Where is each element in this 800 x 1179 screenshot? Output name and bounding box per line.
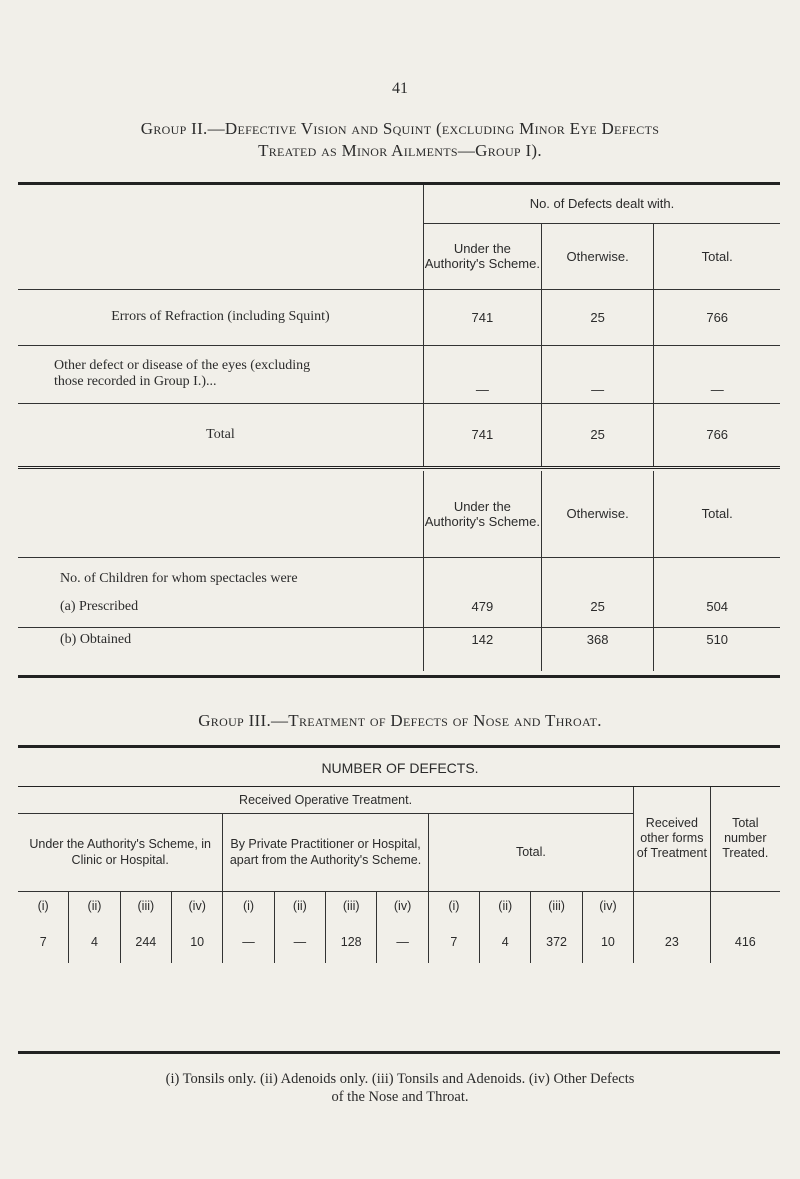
- received-other-header: Received other forms of Treatment: [634, 787, 711, 891]
- cell-value: —: [377, 921, 428, 963]
- row-label: (b) Obtained: [60, 631, 132, 647]
- roman-ii: (ii): [69, 891, 120, 921]
- cell-value: 244: [120, 921, 171, 963]
- table-row: [18, 289, 780, 345]
- cell-value: 25: [541, 587, 654, 627]
- cell-value: —: [223, 921, 274, 963]
- cell-value: 10: [172, 921, 223, 963]
- cell-value: 7: [428, 921, 479, 963]
- roman-iv: (iv): [377, 891, 428, 921]
- spectacles-col-total: Total.: [654, 471, 780, 557]
- group3-title: Group III.—Treatment of Defects of Nose and Throat.: [198, 711, 602, 730]
- cell-value: 416: [710, 921, 780, 963]
- cell-value: —: [423, 345, 541, 403]
- cell-value: 7: [39, 935, 47, 949]
- cell-value: —: [654, 345, 780, 403]
- received-operative-header: Received Operative Treatment.: [18, 787, 634, 813]
- spectacles-col-otherwise: Otherwise.: [541, 471, 654, 557]
- cell-value: —: [274, 921, 325, 963]
- table-row: [18, 627, 780, 671]
- roman-i: (i): [37, 899, 49, 914]
- footnote-line2: of the Nose and Throat.: [331, 1089, 469, 1105]
- cell-value: 479: [423, 587, 541, 627]
- cell-value: 741: [423, 403, 541, 467]
- cell-value: —: [541, 345, 654, 403]
- roman-i: (i): [428, 891, 479, 921]
- private-practitioner-header: By Private Practitioner or Hospital, apart from the Authority's Scheme.: [223, 813, 428, 891]
- roman-ii: (ii): [480, 891, 531, 921]
- group2-title-line1: Group II.—Defective Vision and Squint (excluding Minor Eye Defects: [140, 119, 660, 138]
- row-label: Errors of Refraction (including Squint): [111, 309, 330, 324]
- group3-table: [18, 787, 780, 963]
- roman-ii: (ii): [274, 891, 325, 921]
- row-label-line2: those recorded in Group I.)...: [54, 374, 217, 389]
- roman-iv: (iv): [582, 891, 633, 921]
- footnote-line1: (i) Tonsils only. (ii) Adenoids only. (iii) Tonsils and Adenoids. (iv) Other Defects: [165, 1071, 635, 1087]
- group3-top-rule: [18, 745, 780, 748]
- row-label-line1: Other defect or disease of the eyes (excluding: [54, 358, 311, 373]
- table-row: [18, 403, 780, 467]
- cell-value: 23: [634, 921, 711, 963]
- group2-title-line2: Treated as Minor Ailments—Group I).: [258, 141, 542, 160]
- cell-value: 142: [423, 627, 541, 671]
- number-of-defects-title: NUMBER OF DEFECTS.: [321, 760, 479, 776]
- cell-value: 372: [531, 921, 582, 963]
- col-authority-scheme: Under the Authority's Scheme.: [423, 223, 541, 289]
- roman-i: (i): [223, 891, 274, 921]
- col-otherwise: Otherwise.: [541, 223, 654, 289]
- roman-iv: (iv): [172, 891, 223, 921]
- authority-scheme-header: Under the Authority's Scheme, in Clinic or Hospital.: [29, 837, 211, 867]
- cell-value: 128: [326, 921, 377, 963]
- table-row: [18, 921, 780, 963]
- bottom-rule: [18, 675, 780, 678]
- table-row: [18, 587, 780, 627]
- roman-iii: (iii): [120, 891, 171, 921]
- cell-value: 25: [541, 289, 654, 345]
- col-total: Total.: [654, 223, 780, 289]
- page-number: 41: [392, 80, 408, 97]
- group3-bottom-rule: [18, 1051, 780, 1054]
- defects-dealt-header: No. of Defects dealt with.: [423, 185, 780, 223]
- row-label-total: Total: [206, 426, 235, 442]
- cell-value: 10: [582, 921, 633, 963]
- footnote: [40, 1070, 760, 1106]
- cell-value: 4: [69, 921, 120, 963]
- spectacles-col-authority-scheme: Under the Authority's Scheme.: [423, 471, 541, 557]
- cell-value: 504: [654, 587, 780, 627]
- total-header: Total.: [428, 813, 633, 891]
- cell-value: 25: [541, 403, 654, 467]
- cell-value: 741: [423, 289, 541, 345]
- cell-value: 766: [654, 403, 780, 467]
- total-treated-header: Total number Treated.: [710, 787, 780, 891]
- row-label: (a) Prescribed: [60, 598, 139, 614]
- spectacles-intro: No. of Children for whom spectacles were: [60, 571, 298, 586]
- roman-iii: (iii): [326, 891, 377, 921]
- group2-table: [18, 185, 780, 671]
- cell-value: 368: [541, 627, 654, 671]
- cell-value: 510: [654, 627, 780, 671]
- table-row: [18, 345, 780, 403]
- cell-value: 766: [654, 289, 780, 345]
- cell-value: 4: [480, 921, 531, 963]
- roman-iii: (iii): [531, 891, 582, 921]
